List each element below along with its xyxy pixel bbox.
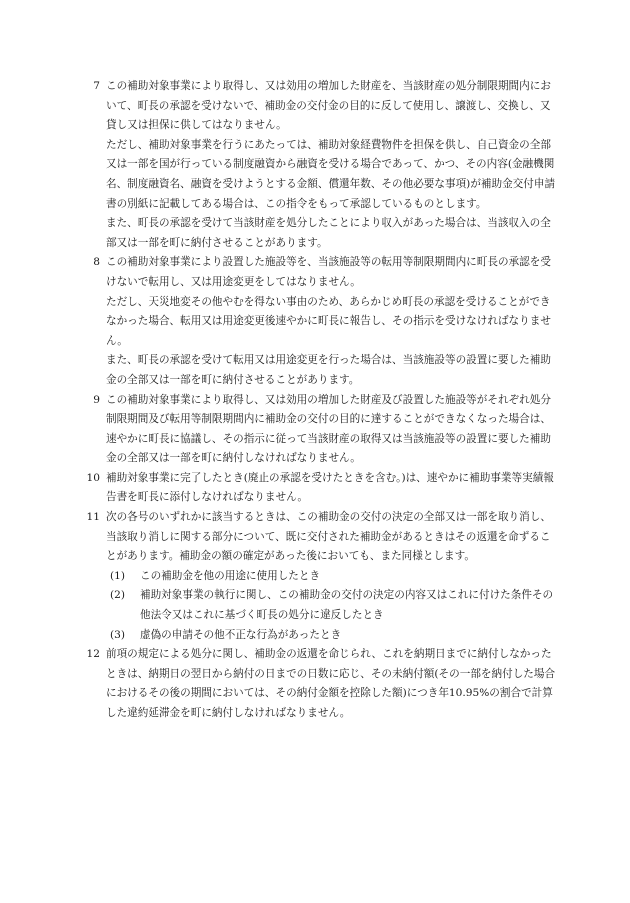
clause-11	[84, 508, 560, 645]
clause-body	[106, 77, 560, 253]
clause-7	[84, 77, 560, 253]
clause-paragraph: ただし、補助対象事業を行うにあたっては、補助対象経費物件を担保を供し、自己資金の全部又は一部を国が行っている制度融資から融資を受ける場合であって、かつ、その内容(金融機関名、制度融資名、融資を受けようとする金額、償還年数、その他必要な事項)が補助金交付申請書の別紙に記載してある場合は、この指令をもって承認しているものとします。	[106, 138, 556, 210]
list-item-text: 虚偽の申請その他不正な行為があったとき	[140, 628, 342, 641]
list-item	[110, 567, 560, 587]
list-item-number: (3)	[110, 628, 126, 641]
clause-main-text: 補助対象事業に完了したとき(廃止の承認を受けたときを含む。)は、速やかに補助事業等実績報告書を町長に添付しなければなりません。	[106, 471, 554, 504]
clause-paragraph: また、町長の承認を受けて当該財産を処分したことにより収入があった場合は、当該収入の全部又は一部を町に納付させることがあります。	[106, 217, 551, 249]
list-item-text: 補助対象事業の執行に関し、この補助金の交付の決定の内容又はこれに付けた条件その他法令又はこれに基づく町長の処分に違反したとき	[140, 589, 554, 622]
list-item-number: (2)	[110, 589, 126, 602]
clause-body	[106, 469, 560, 508]
clause-paragraph: ただし、天災地変その他やむを得ない事由のため、あらかじめ町長の承認を受けることができなかった場合、転用又は用途変更後速やかに町長に報告し、その指示を受けなければなりません。	[106, 295, 551, 347]
clause-number: 10	[86, 471, 100, 484]
clause-body	[106, 253, 560, 390]
clause-number: 11	[86, 511, 100, 524]
clause-number: 9	[93, 393, 100, 406]
list-item-text: この補助金を他の用途に使用したとき	[140, 569, 321, 582]
clause-number: 8	[93, 256, 100, 269]
clause-12	[84, 645, 560, 723]
clause-body	[106, 391, 560, 469]
clause-main-text: 前項の規定による処分に関し、補助金の返還を命じられ、これを納期日までに納付しなかったときは、納期日の翌日から納付の日までの日数に応じ、その未納付額(その一部を納付した場合におけるその後の期間においては、その納付金額を控除した額)につき年10.95%の割合で計算した違約延滞金を町に納付しなければなりません。	[106, 648, 556, 719]
clause-body	[106, 645, 560, 723]
clause-9	[84, 391, 560, 469]
clause-number: 7	[93, 80, 100, 92]
clause-paragraph: また、町長の承認を受けて転用又は用途変更を行った場合は、当該施設等の設置に要した補助金の全部又は一部を町に納付させることがあります。	[106, 354, 551, 386]
clause-body	[106, 508, 560, 645]
list-item	[110, 586, 560, 625]
clause-main-text: 次の各号のいずれかに該当するときは、この補助金の交付の決定の全部又は一部を取り消し、当該取り消しに関する部分について、既に交付された補助金があるときはその返還を命ずることがあります。補助金の額の確定があった後においても、また同様とします。	[106, 511, 551, 563]
clause-main-text: この補助対象事業により取得し、又は効用の増加した財産を、当該財産の処分制限期間内において、町長の承認を受けないで、補助金の交付金の目的に反して使用し、譲渡し、交換し、又貸し又は担保に供してはなりません。	[106, 80, 551, 132]
clause-number: 12	[86, 648, 100, 661]
clause-10	[84, 469, 560, 508]
list-item	[110, 626, 560, 646]
clause-8	[84, 253, 560, 390]
clause-main-text: この補助対象事業により設置した施設等を、当該施設等の転用等制限期間内に町長の承認を受けないで転用し、又は用途変更をしてはなりません。	[106, 256, 551, 288]
clause-main-text: この補助対象事業により取得し、又は効用の増加した財産及び設置した施設等がそれぞれ処分制限期間及び転用等制限期間内に補助金の交付の目的に達することができなくなった場合は、速やかに町長に協議し、その指示に従って当該財産の取得又は当該施設等の設置に要した補助金の全部又は一部を町に納付しなければなりません。	[106, 393, 551, 465]
list-item-number: (1)	[110, 569, 126, 582]
